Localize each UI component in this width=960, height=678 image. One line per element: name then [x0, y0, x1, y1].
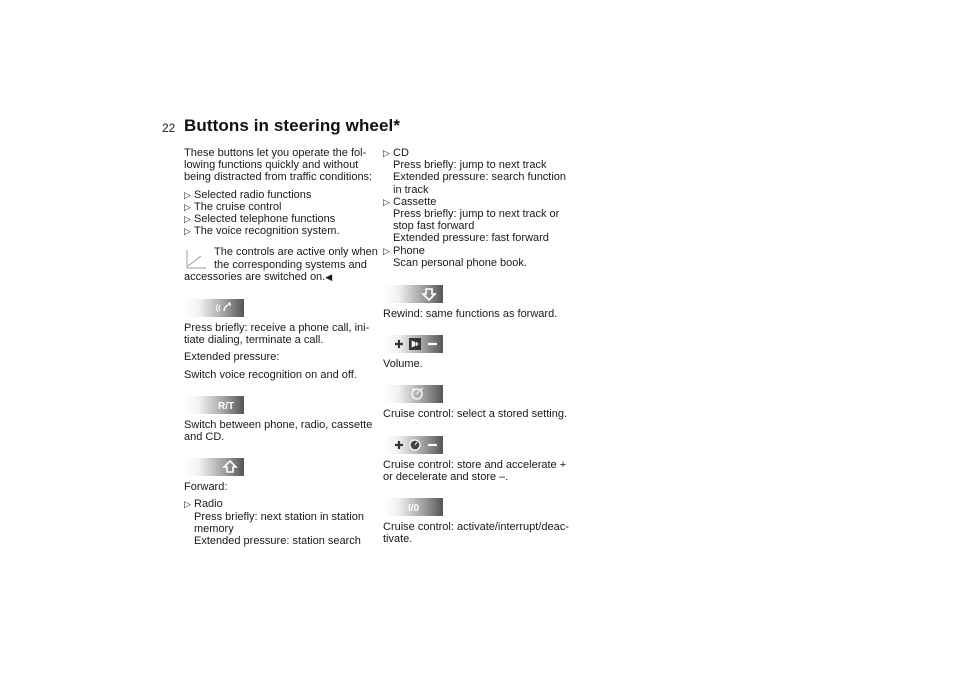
list-item-text: stop fast forward [393, 220, 475, 233]
intro-paragraph [184, 147, 380, 184]
bullet-triangle-icon: ▷ [184, 214, 191, 225]
list-item [184, 498, 380, 547]
phone-extended-label: Extended pressure: [184, 351, 280, 364]
bullet-triangle-icon: ▷ [383, 196, 390, 207]
note-line: accessories are switched on.◀ [184, 270, 333, 283]
cruise-resume-desc: Cruise control: select a stored setting. [383, 408, 568, 421]
forward-list [184, 498, 380, 547]
note-block [184, 246, 380, 283]
intro-line: lowing functions quickly and without [184, 159, 359, 172]
list-item-text: Selected radio functions [194, 188, 312, 201]
feature-list [184, 189, 380, 238]
text-line: tiate dialing, terminate a call. [184, 334, 324, 347]
phone-extended-desc: Switch voice recognition on and off. [184, 368, 357, 381]
cruise-set-desc [383, 459, 583, 483]
note-line: The controls are active only when [214, 246, 378, 259]
rewind-button-icon [383, 285, 443, 303]
bullet-triangle-icon: ▷ [184, 226, 191, 237]
list-item-text: Extended pressure: fast forward [393, 232, 549, 245]
note-line: the corresponding systems and [214, 258, 367, 271]
list-item-text: Press briefly: next station in station [194, 510, 364, 523]
text-line: Press briefly: receive a phone call, ini- [184, 322, 370, 335]
list-item-text: Selected telephone functions [194, 213, 336, 226]
forward-label: Forward: [184, 481, 228, 494]
list-item-text: memory [194, 522, 234, 535]
cruise-onoff-desc [383, 521, 583, 545]
list-item [383, 245, 583, 269]
list-item-text: Extended pressure: station search [194, 535, 361, 548]
list-item-title: Radio [194, 498, 223, 511]
bullet-triangle-icon: ▷ [383, 148, 390, 158]
cruise-set-button-icon [383, 436, 443, 454]
left-column [184, 147, 380, 553]
intro-line: being distracted from traffic conditions: [184, 171, 373, 184]
volume-button-icon [383, 335, 443, 353]
text-line: tivate. [383, 533, 413, 546]
bullet-triangle-icon: ▷ [184, 201, 191, 212]
bullet-triangle-icon: ▷ [184, 499, 191, 510]
text-line: Cruise control: store and accelerate + [383, 458, 567, 471]
page-number: 22 [162, 121, 176, 135]
list-item-text: Extended pressure: search function [393, 171, 567, 184]
forward-button-icon [184, 458, 244, 476]
phone-desc [184, 322, 380, 346]
text-line: and CD. [184, 431, 225, 444]
cruise-onoff-button-label: I/0 [408, 503, 420, 515]
end-mark-icon: ◀ [325, 271, 333, 282]
list-item [184, 201, 380, 213]
list-item-text: Press briefly: jump to next track or [393, 208, 560, 221]
bullet-triangle-icon: ▷ [383, 245, 390, 256]
phone-voice-button-icon [184, 299, 244, 317]
list-item-title: CD [393, 147, 409, 159]
list-item-text: Press briefly: jump to next track [393, 159, 547, 172]
list-item [383, 196, 583, 245]
list-item-text: The voice recognition system. [194, 225, 340, 238]
text-line: Switch between phone, radio, cassette [184, 418, 373, 431]
note-arrow-icon [184, 248, 208, 270]
forward-list-continued [383, 147, 583, 269]
list-item [184, 225, 380, 237]
rt-button-label: R/T [218, 400, 235, 412]
list-item-title: Phone [393, 244, 425, 257]
list-item-text: Scan personal phone book. [393, 256, 527, 269]
list-item [184, 189, 380, 201]
text-line: or decelerate and store –. [383, 470, 509, 483]
rt-desc [184, 419, 380, 443]
list-item-text: The cruise control [194, 200, 282, 213]
list-item-text: in track [393, 183, 429, 196]
cruise-onoff-button-icon [383, 498, 443, 516]
list-item [184, 213, 380, 225]
rewind-desc: Rewind: same functions as forward. [383, 308, 558, 321]
volume-desc: Volume. [383, 358, 423, 371]
rt-button-icon [184, 396, 244, 414]
page-title: Buttons in steering wheel* [184, 116, 401, 135]
list-item [383, 147, 583, 196]
bullet-triangle-icon: ▷ [184, 189, 191, 200]
right-column [383, 147, 583, 550]
intro-line: These buttons let you operate the fol- [184, 147, 367, 159]
cruise-resume-button-icon [383, 385, 443, 403]
text-line: Cruise control: activate/interrupt/deac- [383, 521, 569, 534]
list-item-title: Cassette [393, 195, 437, 208]
